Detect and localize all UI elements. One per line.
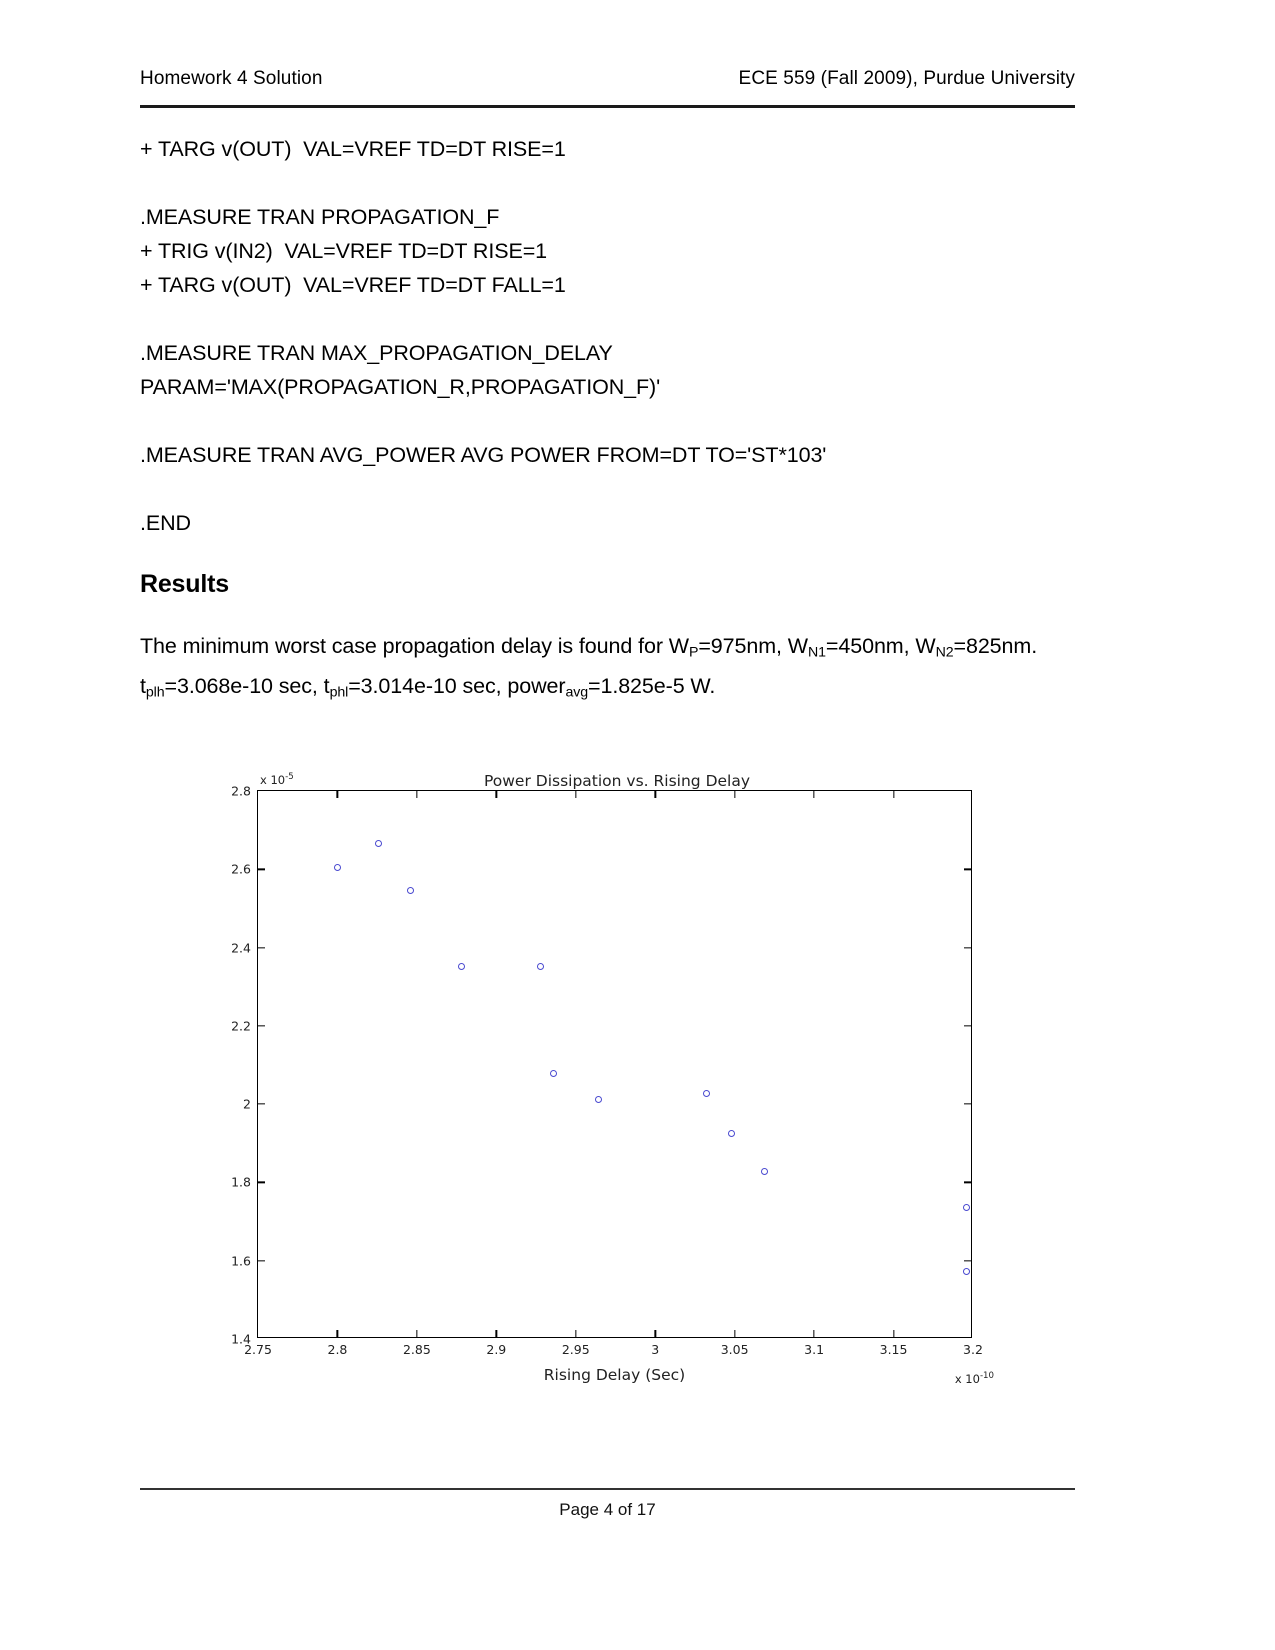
x-axis-tick-label: 2.9 (486, 1342, 507, 1357)
results-sub-avg: avg (565, 684, 589, 701)
y-axis-tick-label: 1.8 (231, 1174, 251, 1190)
x-axis-tick-mark (496, 1330, 497, 1337)
y-axis-tick-label: 2.6 (231, 861, 251, 877)
y-axis-tick-label: 2.8 (231, 783, 251, 799)
results-text-2b: =3.068e-10 sec, t (164, 674, 330, 699)
results-text-1b: =975nm, W (698, 634, 808, 658)
x-axis-tick-label: 3.05 (720, 1342, 749, 1357)
x-axis-tick-mark (416, 1330, 417, 1337)
results-text-1d: =825nm. (953, 634, 1038, 658)
x-axis-label: Rising Delay (Sec) (543, 1366, 686, 1384)
x-axis-tick-mark (813, 791, 814, 798)
scatter-point (761, 1168, 768, 1175)
results-sub-wn2: N2 (935, 644, 954, 661)
x-axis-tick-label: 2.95 (561, 1342, 590, 1357)
code-line: .MEASURE TRAN PROPAGATION_F (140, 205, 500, 229)
code-line: .END (140, 511, 191, 535)
x-axis-tick-label: 3.2 (963, 1342, 983, 1357)
results-sub-wn1: N1 (807, 644, 826, 661)
code-blank-line (140, 472, 1090, 506)
x-axis-tick-label: 2.75 (244, 1342, 272, 1357)
y-axis-exponent-base: x 10 (260, 772, 286, 787)
y-axis-tick-label: 1.6 (231, 1253, 251, 1269)
page-number-label: Page 4 of 17 (559, 1500, 656, 1519)
x-axis-tick-mark (337, 791, 338, 798)
document-body (140, 132, 1090, 731)
chart-title: Power Dissipation vs. Rising Delay (483, 772, 751, 790)
results-paragraph-1 (140, 629, 1090, 710)
y-axis-tick-mark (964, 1103, 971, 1104)
y-axis-tick-mark (258, 869, 265, 870)
y-axis-tick-mark (964, 1260, 971, 1261)
y-axis-tick-label: 2 (243, 1096, 251, 1112)
scatter-point (728, 1130, 735, 1137)
x-axis-tick-mark (416, 791, 417, 798)
y-axis-tick-mark (964, 869, 971, 870)
code-line: .MEASURE TRAN MAX_PROPAGATION_DELAY (140, 341, 613, 365)
results-text-2d: =1.825e-5 W. (588, 674, 716, 699)
results-text-1a: The minimum worst case propagation delay is found for W (140, 634, 689, 658)
x-axis-tick-mark (496, 791, 497, 798)
y-axis-exponent-power: -5 (285, 772, 294, 782)
page-footer (140, 1500, 1075, 1520)
x-axis-tick-mark (337, 1330, 338, 1337)
y-axis-tick-mark (258, 947, 265, 948)
results-text-1c: =450nm, W (825, 634, 936, 658)
page-header (140, 68, 1075, 90)
y-axis-tick-mark (964, 1025, 971, 1026)
x-axis-tick-mark (734, 1330, 735, 1337)
y-axis-tick-label: 2.4 (231, 940, 251, 956)
y-axis-tick-label: 1.4 (231, 1331, 251, 1347)
scatter-point (407, 887, 414, 894)
y-axis-tick-mark (964, 1182, 971, 1183)
scatter-point (458, 963, 465, 970)
x-axis-tick-mark (655, 791, 656, 798)
y-axis-tick-mark (258, 1182, 265, 1183)
x-axis-tick-mark (734, 791, 735, 798)
y-axis-tick-mark (964, 947, 971, 948)
plot-area (231, 783, 983, 1357)
x-axis-tick-label: 2.85 (402, 1342, 431, 1357)
x-axis-tick-label: 2.8 (327, 1342, 348, 1357)
results-sub-plh: plh (145, 684, 165, 701)
header-left-title: Homework 4 Solution (140, 68, 323, 89)
code-blank-line (140, 166, 1090, 200)
x-axis-tick-label: 3.1 (804, 1342, 825, 1357)
scatter-point (595, 1096, 602, 1103)
scatter-point (703, 1090, 710, 1097)
code-blank-line (140, 404, 1090, 438)
code-line: + TRIG v(IN2) VAL=VREF TD=DT RISE=1 (140, 239, 548, 263)
section-heading-results: Results (140, 570, 229, 598)
x-axis-tick-label: 3 (651, 1342, 660, 1357)
y-axis-tick-label: 2.2 (231, 1018, 251, 1034)
scatter-point (334, 864, 341, 871)
scatter-point (537, 963, 544, 970)
scatter-point (375, 840, 382, 847)
scatter-point (550, 1070, 557, 1077)
y-axis-tick-mark (258, 1260, 265, 1261)
x-axis-tick-mark (575, 1330, 576, 1337)
x-axis-exponent-base: x 10 (954, 1372, 980, 1386)
code-line: + TARG v(OUT) VAL=VREF TD=DT RISE=1 (140, 137, 566, 161)
header-divider (140, 105, 1075, 108)
x-axis-tick-mark (893, 1330, 894, 1337)
y-axis-tick-mark (258, 1025, 265, 1026)
spice-code-block (140, 132, 1090, 540)
x-axis-exponent (955, 1371, 994, 1386)
code-line: .MEASURE TRAN AVG_POWER AVG POWER FROM=DT TO='ST*103' (140, 443, 827, 467)
code-line: PARAM='MAX(PROPAGATION_R,PROPAGATION_F)' (140, 375, 661, 399)
code-line: + TARG v(OUT) VAL=VREF TD=DT FALL=1 (140, 273, 566, 297)
footer-divider (140, 1488, 1075, 1490)
x-axis-tick-mark (575, 791, 576, 798)
header-right-title: ECE 559 (Fall 2009), Purdue University (738, 68, 1075, 89)
x-axis-tick-mark (813, 1330, 814, 1337)
y-axis-tick-mark (258, 1103, 265, 1104)
code-blank-line (140, 302, 1090, 336)
x-axis-tick-label: 3.15 (879, 1342, 908, 1357)
results-sub-phl: phl (329, 684, 349, 701)
results-text-2c: =3.014e-10 sec, power (348, 674, 566, 699)
results-text-2a: t (140, 674, 146, 699)
x-axis-exponent-power: -10 (979, 1371, 994, 1382)
scatter-point (963, 1268, 970, 1275)
y-axis-exponent (260, 772, 294, 787)
x-axis-tick-mark (655, 1330, 656, 1337)
results-sub-wp: P (688, 644, 699, 661)
scatter-point (963, 1204, 970, 1211)
x-axis-tick-mark (893, 791, 894, 798)
scatter-figure (222, 762, 1012, 1402)
